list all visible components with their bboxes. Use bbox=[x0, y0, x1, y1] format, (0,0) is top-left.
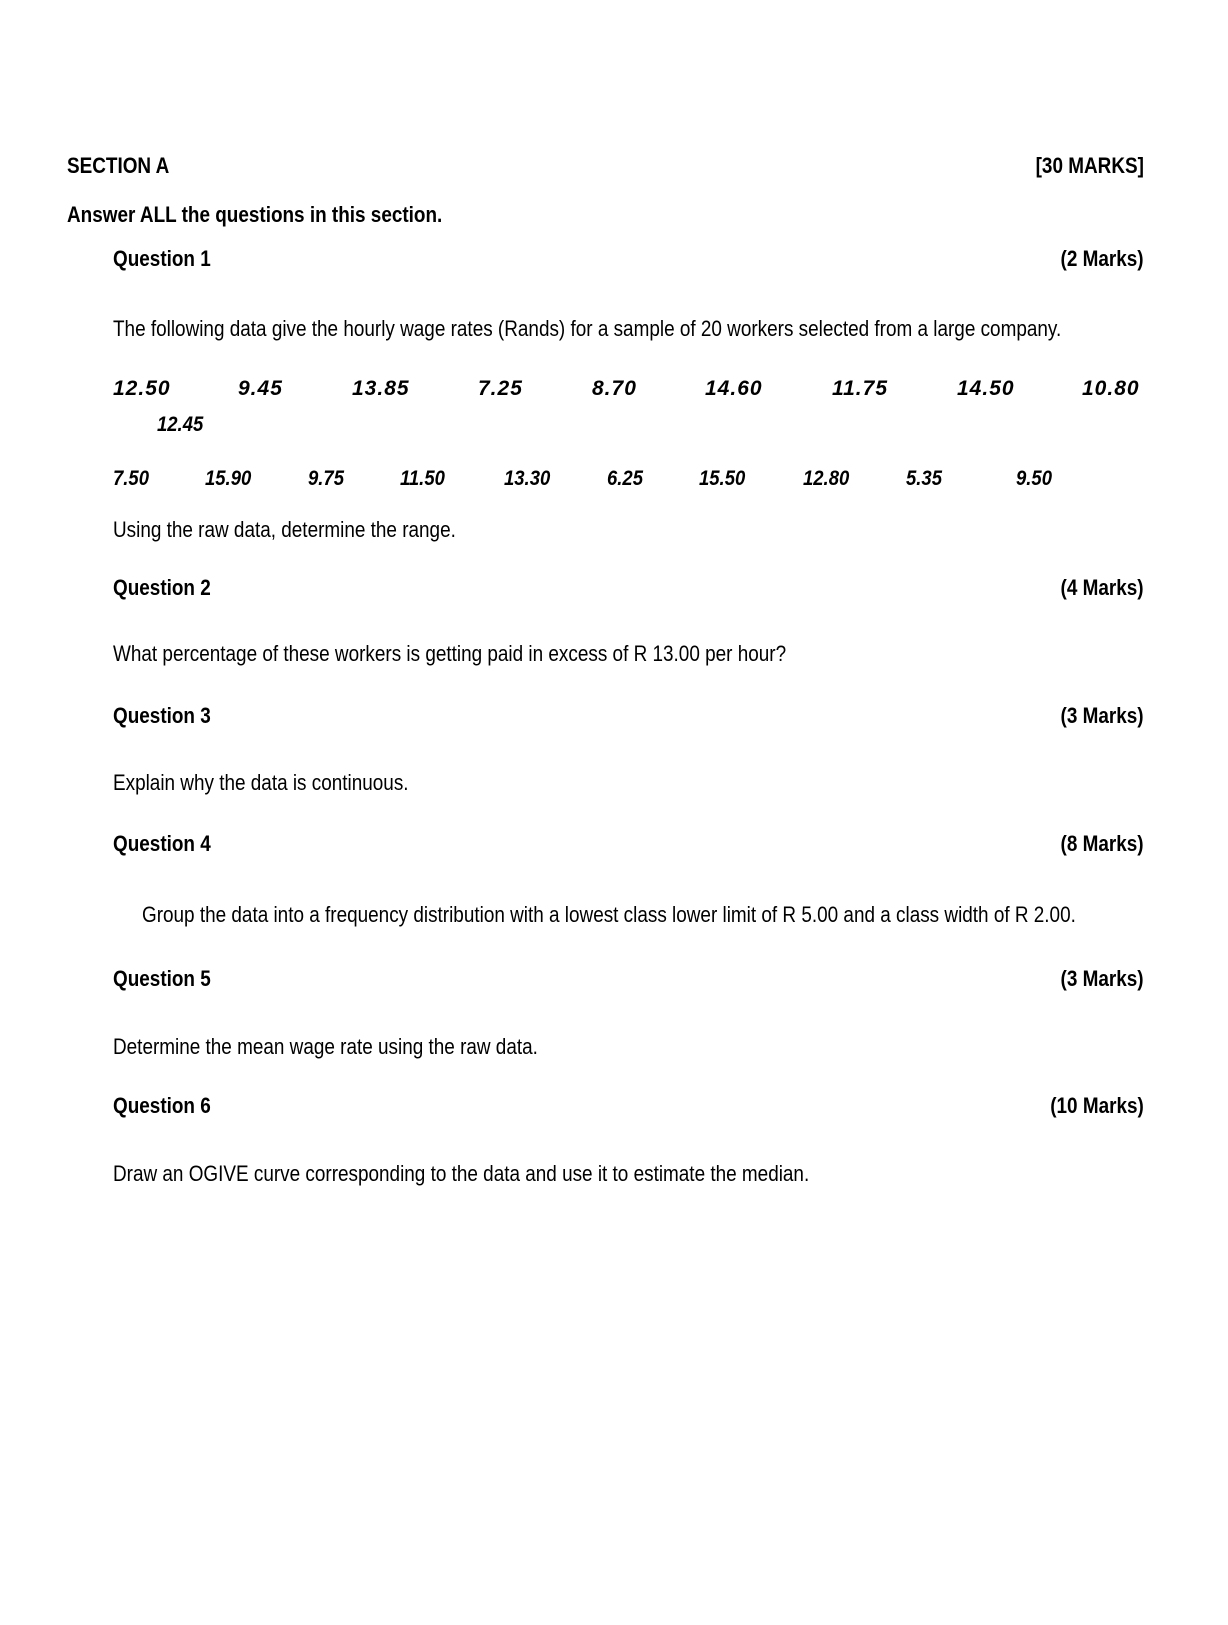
data-value: 10.80 bbox=[1082, 377, 1140, 400]
question-6-marks: (10 Marks) bbox=[1050, 1093, 1144, 1118]
section-title: SECTION A bbox=[67, 153, 170, 178]
data-value: 11.50 bbox=[400, 467, 445, 490]
question-1-title: Question 1 bbox=[113, 246, 211, 271]
question-4-title: Question 4 bbox=[113, 831, 211, 856]
data-value: 14.60 bbox=[705, 377, 763, 400]
question-3-text: Explain why the data is continuous. bbox=[113, 770, 409, 795]
data-value: 5.35 bbox=[906, 467, 942, 490]
data-value: 11.75 bbox=[832, 377, 888, 400]
data-value: 8.70 bbox=[592, 377, 637, 400]
data-value: 14.50 bbox=[957, 377, 1015, 400]
section-instruction: Answer ALL the questions in this section. bbox=[67, 202, 443, 227]
data-value: 6.25 bbox=[607, 467, 643, 490]
data-value: 7.25 bbox=[478, 377, 523, 400]
data-value: 15.50 bbox=[699, 467, 746, 490]
question-3-marks: (3 Marks) bbox=[1060, 703, 1144, 728]
question-1-marks: (2 Marks) bbox=[1060, 246, 1144, 271]
data-value: 9.45 bbox=[238, 377, 283, 400]
question-4-text: Group the data into a frequency distribution with a lowest class lower limit of R 5.00 and a class width of R 2.00. bbox=[142, 902, 1076, 927]
question-6-title: Question 6 bbox=[113, 1093, 211, 1118]
data-value: 15.90 bbox=[205, 467, 252, 490]
data-value: 12.45 bbox=[157, 413, 204, 436]
question-5-title: Question 5 bbox=[113, 966, 211, 991]
data-value: 13.85 bbox=[352, 377, 410, 400]
question-2-title: Question 2 bbox=[113, 575, 211, 600]
question-1-intro: The following data give the hourly wage rates (Rands) for a sample of 20 workers selected from a large company. bbox=[113, 316, 1062, 341]
question-2-marks: (4 Marks) bbox=[1060, 575, 1144, 600]
question-3-title: Question 3 bbox=[113, 703, 211, 728]
data-value: 12.50 bbox=[113, 377, 171, 400]
data-value: 9.50 bbox=[1016, 467, 1052, 490]
question-1-text: Using the raw data, determine the range. bbox=[113, 517, 456, 542]
question-6-text: Draw an OGIVE curve corresponding to the data and use it to estimate the median. bbox=[113, 1161, 810, 1186]
question-2-text: What percentage of these workers is getting paid in excess of R 13.00 per hour? bbox=[113, 641, 787, 666]
section-marks: [30 MARKS] bbox=[1035, 153, 1144, 178]
data-value: 9.75 bbox=[308, 467, 344, 490]
question-5-text: Determine the mean wage rate using the raw data. bbox=[113, 1034, 538, 1059]
data-value: 12.80 bbox=[803, 467, 850, 490]
data-value: 7.50 bbox=[113, 467, 149, 490]
question-5-marks: (3 Marks) bbox=[1060, 966, 1144, 991]
data-value: 13.30 bbox=[504, 467, 551, 490]
question-4-marks: (8 Marks) bbox=[1060, 831, 1144, 856]
